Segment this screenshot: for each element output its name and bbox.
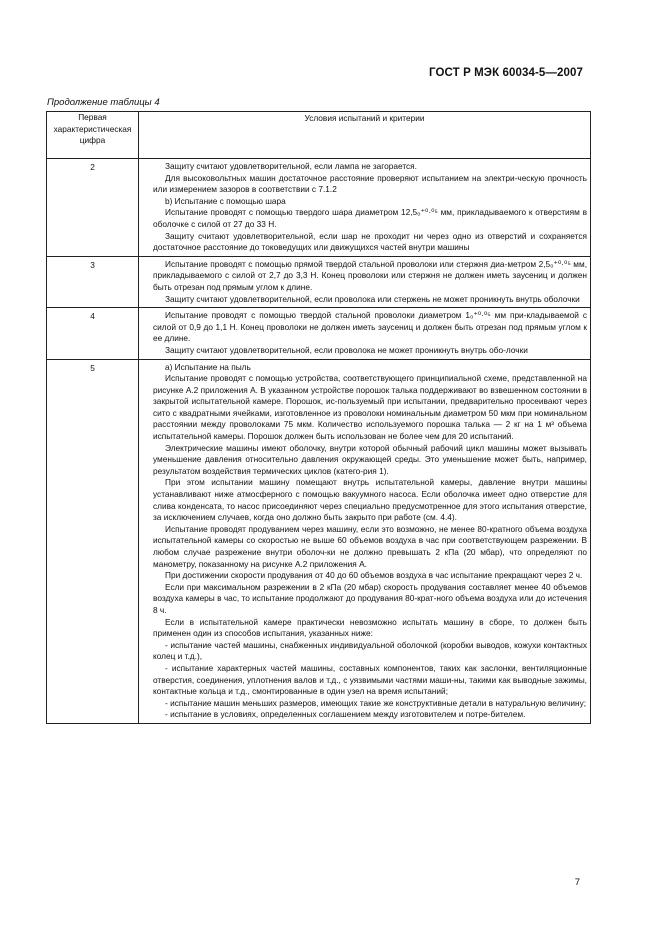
paragraph: b) Испытание с помощью шара	[165, 195, 286, 206]
paragraph: Для высоковольтных машин достаточное расстояние проверяют испытанием на электри-ческую прочность или измерением зазоров в соответствии с 7.1.2	[153, 172, 587, 195]
paragraph: При достижении скорости продувания от 40 до 60 объемов воздуха в час испытание прекращают через 2 ч.	[165, 570, 583, 581]
row-text	[139, 308, 591, 359]
table-row	[47, 159, 591, 257]
paragraph: Испытание проводят с помощью прямой твердой стальной проволоки или стержня диа-метром 2,5₀⁺⁰·⁰⁵ мм, прикладываемого с силой от 2,7 до 3,3 Н. Конец проволоки или стержня не должен иметь заусениц и должен быть отрезан под прямым углом к длине.	[153, 258, 587, 292]
paragraph: Защиту считают удовлетворительной, если шар не проходит ни через одно из отверстий и сохраняется достаточное расстояние до токоведущих или движущихся частей внутри машины	[153, 230, 587, 253]
paragraph: а) Испытание на пыль	[165, 361, 251, 372]
paragraph: При этом испытании машину помещают внутрь испытательной камеры, давление внутри машины устанавливают ниже атмосферного с помощью вакуумного насоса. Если оболочка имеет одно отверстие для слива конденсата, то насос присоединяют через специально предусмотренное для этого испытания отверстие, за исключением случаев, когда оно должно быть закрыто при работе (см. 4.4).	[153, 477, 587, 523]
row-digit: 3	[47, 256, 139, 307]
row-digit: 5	[47, 359, 139, 723]
document-header: ГОСТ Р МЭК 60034-5—2007	[429, 67, 583, 79]
header-first-digit-line: Первая	[78, 112, 107, 122]
header-first-digit-line: характеристическая	[53, 123, 132, 134]
paragraph: - испытание характерных частей машины, составных компонентов, таких как заслонки, вентиляционные отверстия, соединения, уплотнения валов и т.д., с уязвимыми частями маши-ны, такими как выводные зажимы, контактные кольца и т.д., смонтированные в один узел на время испытаний;	[153, 662, 587, 697]
table-row	[47, 308, 591, 359]
paragraph: Электрические машины имеют оболочку, внутри которой обычный рабочий цикл машины может вызывать уменьшение давления относительно давления окружающей среды. Это уменьшение может быть, например, результатом воздействия термических циклов (катего-рия 1).	[153, 442, 587, 476]
test-conditions-table	[46, 111, 591, 724]
paragraph: - испытание частей машины, снабженных индивидуальной оболочкой (коробки выводов, кожухи контактных колец и т.д.),	[153, 639, 587, 662]
paragraph: - испытание машин меньших размеров, имеющих такие же конструктивные детали в натуральную величину;	[165, 697, 587, 708]
paragraph: Защиту считают удовлетворительной, если проволока не может проникнуть внутрь обо-лочки	[165, 344, 528, 355]
page-number: 7	[574, 877, 580, 888]
paragraph: Защиту считают удовлетворительной, если лампа не загорается.	[165, 161, 417, 171]
header-conditions: Условия испытаний и критерии	[139, 112, 591, 159]
row-digit: 2	[47, 159, 139, 257]
table-header-row	[47, 112, 591, 159]
paragraph: - испытание в условиях, определенных соглашением между изготовителем и потре-бителем.	[165, 709, 526, 720]
paragraph: Если при максимальном разрежении в 2 кПа (20 мбар) скорость продувания составляет менее 40 объемов воздуха камеры в час, то испытание продолжают до продувания 80-крат-ного объема воздуха или до истечения 8 ч.	[153, 581, 587, 615]
table-caption: Продолжение таблицы 4	[47, 97, 160, 108]
row-text	[139, 256, 591, 307]
paragraph: Испытание проводят с помощью твердого шара диаметром 12,5₀⁺⁰·⁰⁵ мм, прикладываемого к отверстиям в оболочке с силой от 27 до 33 Н.	[153, 207, 587, 229]
table-row	[47, 256, 591, 307]
paragraph: Защиту считают удовлетворительной, если проволока или стержень не может проникнуть внутрь оболочки	[165, 293, 580, 304]
paragraph: Испытание проводят с помощью твердой стальной проволоки диаметром 1₀⁺⁰·⁰⁵ мм при-кладываемой с силой от 0,9 до 1,1 Н. Конец проволоки не должен иметь заусениц и должен быть отрезан под прямым углом к ее длине.	[153, 310, 587, 344]
paragraph: Испытание проводят продуванием через машину, если это возможно, не менее 80-кратного объема воздуха испытательной камеры со скоростью не выше 60 объемов воздуха в час при соответствующем разрежении. В любом случае разрежение внутри оболоч-ки не должно превышать 2 кПа (20 мбар), что определяют по манометру, показанному на рисунке А.2 приложения А.	[153, 523, 587, 569]
header-first-digit-line: цифра	[79, 135, 106, 146]
row-digit: 4	[47, 308, 139, 359]
paragraph: Испытание проводят с помощью устройства, соответствующего принципиальной схеме, представленной на рисунке А.2 приложения А. В указанном устройстве порошок талька поддерживают во взвешенном состоянии в закрытой испытательной камере. Порошок, ис-пользуемый при испытании, предварительно просеивают через сито с квадратными ячейками, изготовленное из проволоки номинальным диаметром 50 мкм при номинальном расстоянии между проволоками 75 мкм. Количество используемого порошка талька — 2 кг на 1 м³ объема испытательной камеры. Порошок должен быть использован не более чем для 20 испытаний.	[153, 373, 587, 442]
row-text	[139, 359, 591, 723]
header-first-digit	[47, 112, 139, 159]
row-text	[139, 159, 591, 257]
paragraph: Если в испытательной камере практически невозможно испытать машину в сборе, то должен быть применен один из способов испытания, указанных ниже:	[153, 616, 587, 639]
table-row	[47, 359, 591, 723]
